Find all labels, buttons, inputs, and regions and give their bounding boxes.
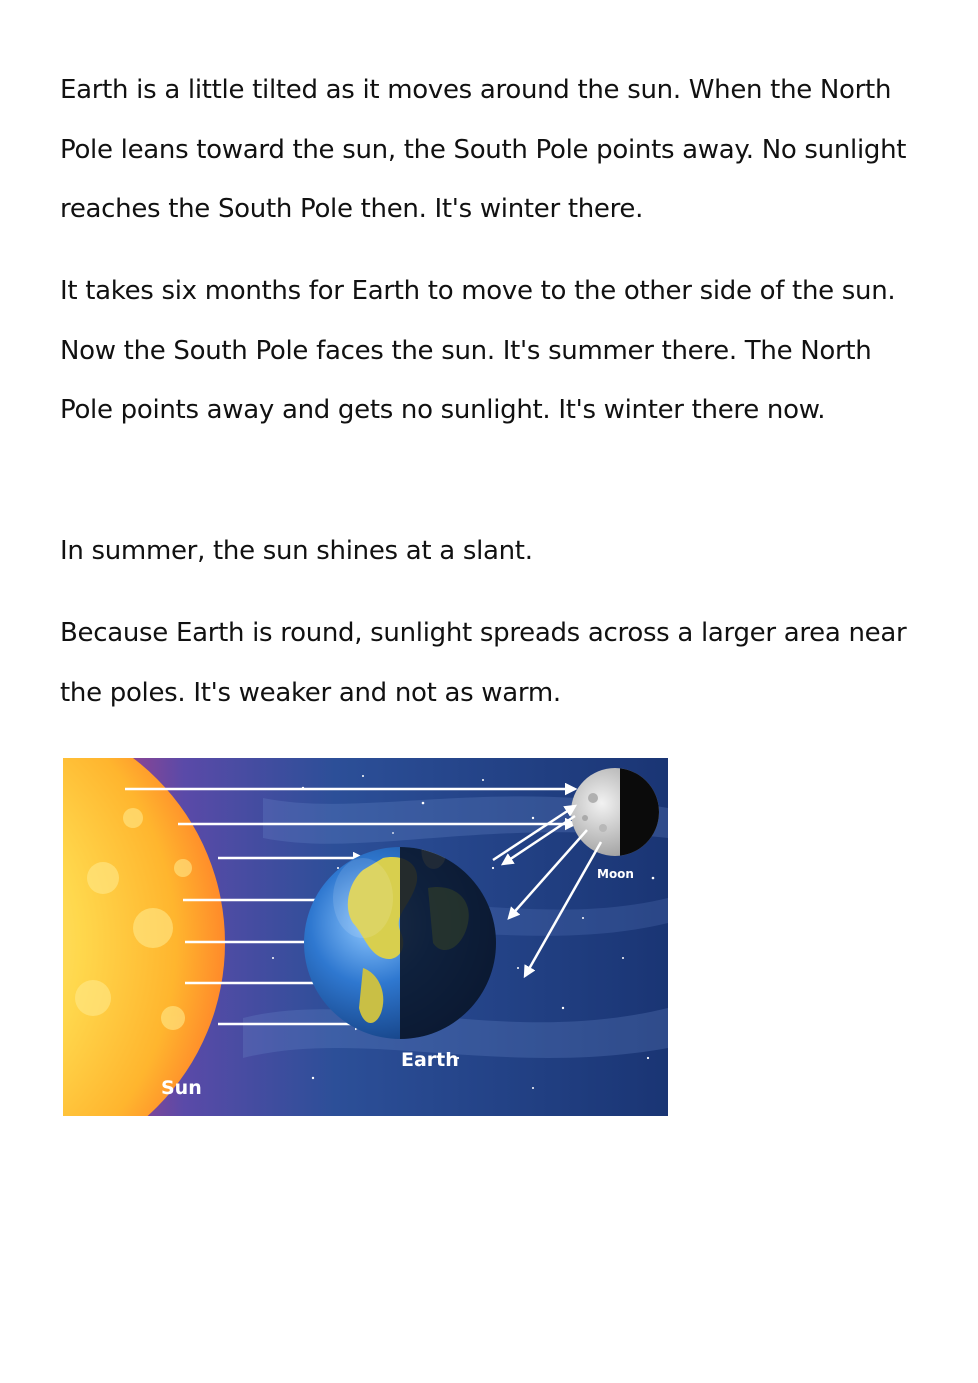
sun-label: Sun <box>161 1077 202 1099</box>
paragraph-summer-slant: In summer, the sun shines at a slant. <box>60 536 533 566</box>
paragraph-six-months: It takes six months for Earth to move to the other side of the sun. Now the South Pole faces the sun. It's summer there. The North Pole points away and gets no sunlight. It's winter there now. <box>60 276 896 425</box>
sun-earth-moon-illustration <box>63 758 668 1116</box>
paragraph-round-earth: Because Earth is round, sunlight spreads across a larger area near the poles. It's weaker and not as warm. <box>60 618 907 708</box>
earth-label: Earth <box>401 1049 459 1071</box>
paragraph-tilt: Earth is a little tilted as it moves around the sun. When the North Pole leans toward the sun, the South Pole points away. No sunlight reaches the South Pole then. It's winter there. <box>60 75 907 224</box>
moon-label: Moon <box>597 867 634 881</box>
